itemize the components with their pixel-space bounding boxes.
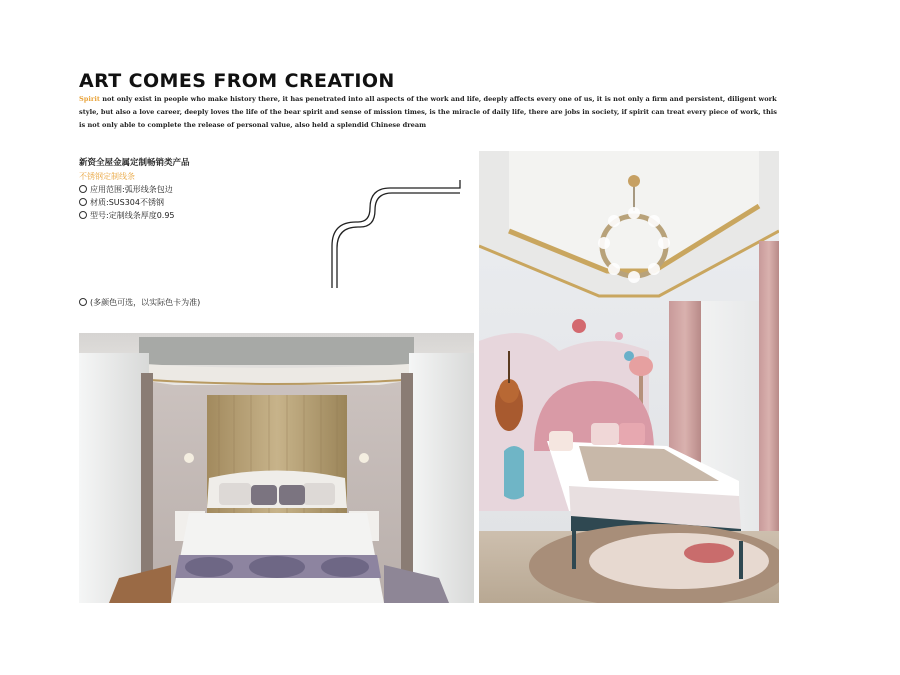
spec-item — [79, 196, 190, 209]
bullet-circle-icon — [79, 185, 87, 193]
spec-text: 应用范围:弧形线条包边 — [90, 185, 173, 194]
product-info — [79, 157, 190, 222]
trim-profile-diagram — [328, 176, 468, 295]
spec-item — [79, 209, 190, 222]
bullet-circle-icon — [79, 198, 87, 206]
spec-text: 型号:定制线条厚度0.95 — [90, 211, 175, 220]
spec-item — [79, 183, 190, 196]
product-subtitle: 不锈钢定制线条 — [79, 172, 135, 181]
color-note — [79, 297, 200, 308]
color-note-text: (多颜色可选，以实际色卡为准) — [90, 298, 201, 307]
page-title: ART COMES FROM CREATION — [79, 70, 395, 92]
intro-text: not only exist in people who make history there, it has penetrated into all aspects of the work and life, deeply affects every one of us, it is not only a firm and persistent, diligent work style, but also a love career, deeply loves the life of the bear spirit and sense of mission times, is the miracle of daily life, there are jobs in society, if spirit can treat every piece of work, this is not only able to complete the release of personal value, also held a splendid Chinese dream — [79, 95, 777, 129]
master-bedroom-photo — [79, 333, 474, 603]
bullet-circle-icon — [79, 298, 87, 306]
bullet-circle-icon — [79, 211, 87, 219]
intro-paragraph — [79, 93, 779, 132]
intro-lead: Spirit — [79, 95, 100, 103]
spec-text: 材质:SUS304不锈钢 — [90, 198, 164, 207]
kids-bedroom-photo — [479, 151, 779, 603]
product-name: 新资全屋金属定制畅销类产品 — [79, 158, 190, 168]
